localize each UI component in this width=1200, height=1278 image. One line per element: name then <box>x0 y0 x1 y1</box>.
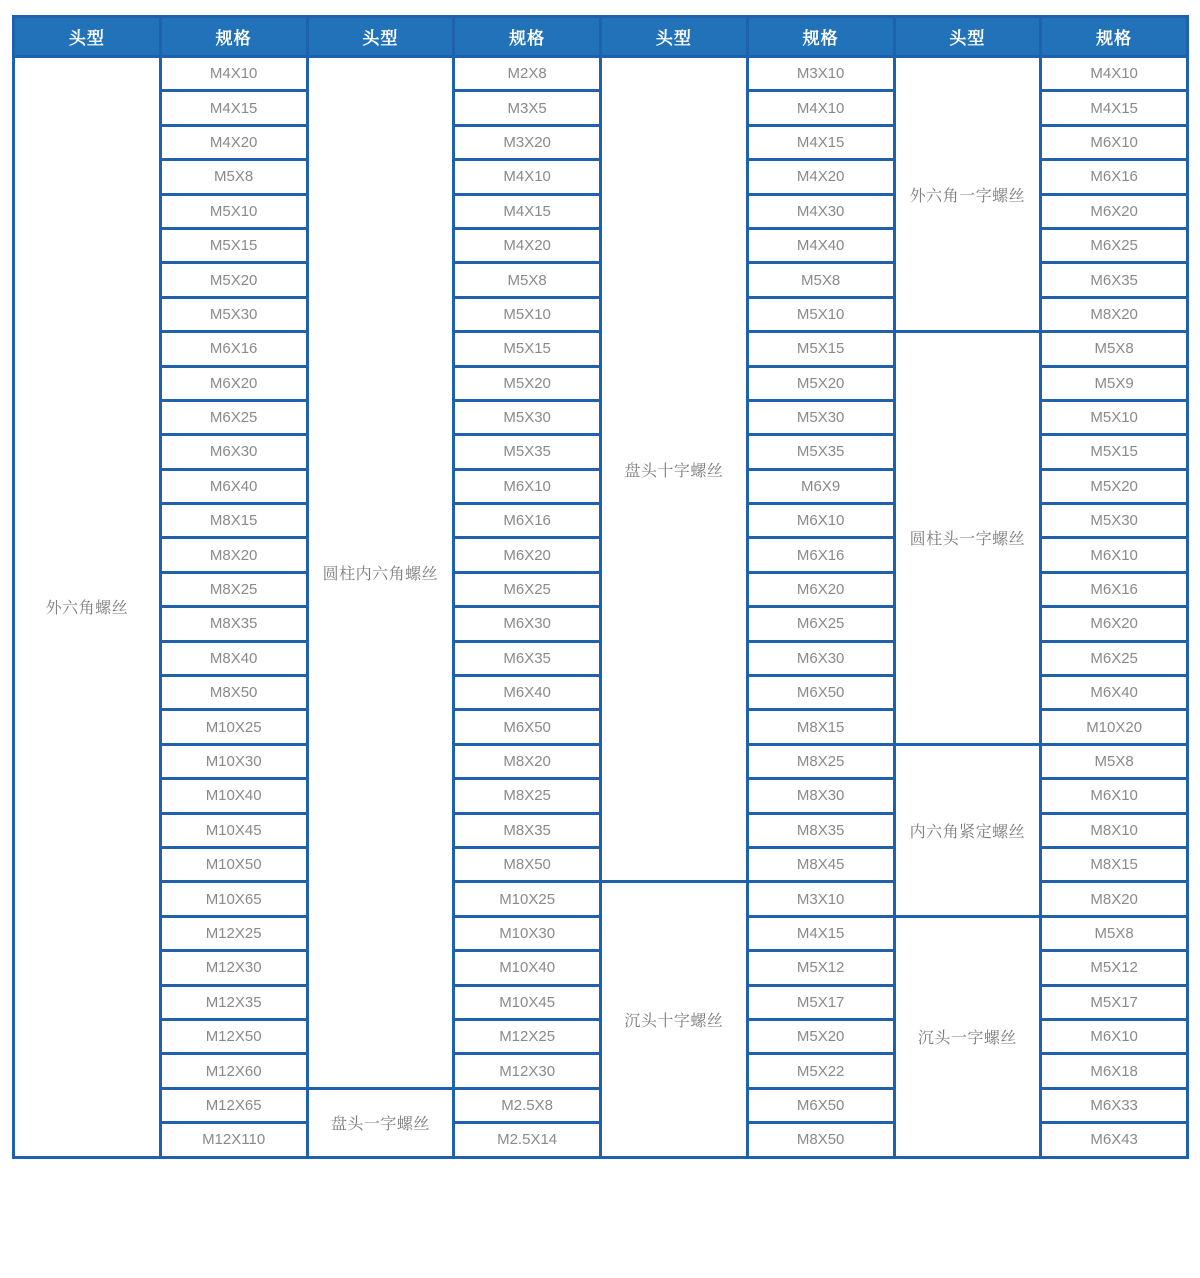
spec-cell: M4X20 <box>160 125 307 159</box>
spec-cell: M6X25 <box>747 607 894 641</box>
header-cell-headtype-4: 头型 <box>894 17 1041 57</box>
spec-cell: M12X30 <box>454 1054 601 1088</box>
spec-cell: M5X8 <box>747 263 894 297</box>
spec-cell: M2.5X8 <box>454 1088 601 1122</box>
spec-cell: M5X15 <box>747 332 894 366</box>
headtype-cell: 内六角紧定螺丝 <box>894 744 1041 916</box>
spec-cell: M6X25 <box>1041 641 1188 675</box>
spec-cell: M10X30 <box>160 744 307 778</box>
spec-cell: M6X35 <box>454 641 601 675</box>
spec-cell: M5X20 <box>1041 469 1188 503</box>
spec-cell: M12X25 <box>454 1019 601 1053</box>
spec-cell: M4X15 <box>454 194 601 228</box>
headtype-cell: 盘头一字螺丝 <box>307 1088 454 1157</box>
spec-cell: M6X25 <box>454 572 601 606</box>
spec-cell: M5X9 <box>1041 366 1188 400</box>
screw-spec-table <box>12 15 1189 1159</box>
table-row <box>14 57 1188 91</box>
spec-cell: M6X10 <box>454 469 601 503</box>
spec-cell: M6X20 <box>454 538 601 572</box>
spec-cell: M8X35 <box>747 813 894 847</box>
spec-cell: M10X40 <box>160 779 307 813</box>
spec-cell: M6X40 <box>1041 676 1188 710</box>
spec-cell: M5X15 <box>454 332 601 366</box>
spec-cell: M6X16 <box>1041 160 1188 194</box>
spec-cell: M5X10 <box>1041 400 1188 434</box>
spec-cell: M5X20 <box>454 366 601 400</box>
spec-cell: M10X65 <box>160 882 307 916</box>
spec-cell: M2X8 <box>454 57 601 91</box>
header-cell-headtype-1: 头型 <box>14 17 161 57</box>
spec-cell: M2.5X14 <box>454 1123 601 1157</box>
spec-cell: M8X30 <box>747 779 894 813</box>
spec-cell: M6X10 <box>1041 125 1188 159</box>
spec-cell: M5X17 <box>747 985 894 1019</box>
spec-cell: M5X30 <box>454 400 601 434</box>
header-cell-spec-3: 规格 <box>747 17 894 57</box>
spec-cell: M8X25 <box>160 572 307 606</box>
spec-cell: M10X45 <box>160 813 307 847</box>
spec-cell: M12X60 <box>160 1054 307 1088</box>
spec-cell: M4X10 <box>454 160 601 194</box>
spec-cell: M8X10 <box>1041 813 1188 847</box>
spec-cell: M6X16 <box>1041 572 1188 606</box>
spec-cell: M6X25 <box>160 400 307 434</box>
spec-cell: M6X16 <box>747 538 894 572</box>
spec-cell: M8X35 <box>160 607 307 641</box>
spec-cell: M5X15 <box>1041 435 1188 469</box>
spec-cell: M8X50 <box>454 847 601 881</box>
spec-cell: M5X35 <box>454 435 601 469</box>
spec-cell: M12X110 <box>160 1123 307 1157</box>
spec-cell: M6X16 <box>454 504 601 538</box>
spec-cell: M6X20 <box>1041 607 1188 641</box>
header-cell-headtype-2: 头型 <box>307 17 454 57</box>
spec-cell: M8X20 <box>454 744 601 778</box>
header-cell-headtype-3: 头型 <box>601 17 748 57</box>
table-header <box>14 17 1188 57</box>
spec-cell: M12X30 <box>160 951 307 985</box>
spec-cell: M5X20 <box>747 1019 894 1053</box>
spec-cell: M8X15 <box>747 710 894 744</box>
spec-cell: M12X35 <box>160 985 307 1019</box>
spec-cell: M4X15 <box>747 125 894 159</box>
spec-cell: M6X33 <box>1041 1088 1188 1122</box>
spec-cell: M5X30 <box>160 297 307 331</box>
spec-cell: M6X20 <box>1041 194 1188 228</box>
spec-cell: M6X10 <box>1041 538 1188 572</box>
headtype-cell: 圆柱内六角螺丝 <box>307 57 454 1089</box>
spec-cell: M8X40 <box>160 641 307 675</box>
spec-cell: M3X5 <box>454 91 601 125</box>
spec-cell: M4X20 <box>747 160 894 194</box>
spec-cell: M5X30 <box>1041 504 1188 538</box>
spec-cell: M5X15 <box>160 228 307 262</box>
spec-cell: M10X30 <box>454 916 601 950</box>
spec-cell: M6X30 <box>747 641 894 675</box>
spec-cell: M8X50 <box>747 1123 894 1157</box>
headtype-cell: 外六角一字螺丝 <box>894 57 1041 332</box>
headtype-cell: 外六角螺丝 <box>14 57 161 1158</box>
spec-cell: M8X15 <box>1041 847 1188 881</box>
spec-cell: M4X10 <box>747 91 894 125</box>
headtype-cell: 沉头十字螺丝 <box>601 882 748 1157</box>
spec-cell: M10X25 <box>160 710 307 744</box>
spec-cell: M10X25 <box>454 882 601 916</box>
spec-cell: M6X43 <box>1041 1123 1188 1157</box>
table-body <box>14 57 1188 1158</box>
spec-cell: M10X45 <box>454 985 601 1019</box>
spec-cell: M5X10 <box>454 297 601 331</box>
header-cell-spec-2: 规格 <box>454 17 601 57</box>
spec-cell: M5X30 <box>747 400 894 434</box>
spec-cell: M6X50 <box>747 676 894 710</box>
spec-cell: M8X15 <box>160 504 307 538</box>
spec-cell: M4X30 <box>747 194 894 228</box>
spec-cell: M10X20 <box>1041 710 1188 744</box>
spec-cell: M6X20 <box>160 366 307 400</box>
spec-cell: M8X50 <box>160 676 307 710</box>
spec-cell: M6X50 <box>454 710 601 744</box>
spec-cell: M6X35 <box>1041 263 1188 297</box>
spec-cell: M5X12 <box>1041 951 1188 985</box>
header-row <box>14 17 1188 57</box>
header-cell-spec-4: 规格 <box>1041 17 1188 57</box>
spec-cell: M8X20 <box>1041 882 1188 916</box>
spec-cell: M6X18 <box>1041 1054 1188 1088</box>
header-cell-spec-1: 规格 <box>160 17 307 57</box>
spec-cell: M5X8 <box>160 160 307 194</box>
spec-cell: M6X30 <box>160 435 307 469</box>
spec-cell: M12X65 <box>160 1088 307 1122</box>
spec-cell: M12X50 <box>160 1019 307 1053</box>
spec-cell: M5X35 <box>747 435 894 469</box>
spec-cell: M10X40 <box>454 951 601 985</box>
spec-cell: M4X15 <box>1041 91 1188 125</box>
spec-cell: M8X25 <box>454 779 601 813</box>
spec-cell: M8X20 <box>160 538 307 572</box>
spec-cell: M4X10 <box>1041 57 1188 91</box>
spec-cell: M6X40 <box>160 469 307 503</box>
spec-cell: M6X9 <box>747 469 894 503</box>
spec-cell: M4X20 <box>454 228 601 262</box>
spec-cell: M6X10 <box>747 504 894 538</box>
headtype-cell: 沉头一字螺丝 <box>894 916 1041 1157</box>
spec-cell: M6X25 <box>1041 228 1188 262</box>
spec-cell: M5X20 <box>160 263 307 297</box>
headtype-cell: 圆柱头一字螺丝 <box>894 332 1041 745</box>
spec-cell: M6X10 <box>1041 779 1188 813</box>
spec-cell: M3X10 <box>747 57 894 91</box>
spec-cell: M8X20 <box>1041 297 1188 331</box>
spec-cell: M6X40 <box>454 676 601 710</box>
spec-cell: M8X25 <box>747 744 894 778</box>
spec-cell: M8X45 <box>747 847 894 881</box>
spec-cell: M5X8 <box>1041 744 1188 778</box>
spec-cell: M4X15 <box>747 916 894 950</box>
spec-cell: M5X8 <box>454 263 601 297</box>
spec-cell: M4X10 <box>160 57 307 91</box>
spec-cell: M6X30 <box>454 607 601 641</box>
spec-cell: M5X8 <box>1041 916 1188 950</box>
spec-cell: M3X10 <box>747 882 894 916</box>
spec-cell: M6X16 <box>160 332 307 366</box>
spec-cell: M6X10 <box>1041 1019 1188 1053</box>
spec-cell: M6X20 <box>747 572 894 606</box>
spec-cell: M6X50 <box>747 1088 894 1122</box>
spec-cell: M3X20 <box>454 125 601 159</box>
spec-cell: M5X8 <box>1041 332 1188 366</box>
headtype-cell: 盘头十字螺丝 <box>601 57 748 882</box>
spec-cell: M10X50 <box>160 847 307 881</box>
spec-cell: M5X17 <box>1041 985 1188 1019</box>
spec-cell: M5X12 <box>747 951 894 985</box>
spec-cell: M5X10 <box>160 194 307 228</box>
spec-cell: M12X25 <box>160 916 307 950</box>
spec-cell: M8X35 <box>454 813 601 847</box>
spec-cell: M4X40 <box>747 228 894 262</box>
spec-cell: M5X20 <box>747 366 894 400</box>
spec-cell: M5X22 <box>747 1054 894 1088</box>
spec-cell: M4X15 <box>160 91 307 125</box>
spec-cell: M5X10 <box>747 297 894 331</box>
